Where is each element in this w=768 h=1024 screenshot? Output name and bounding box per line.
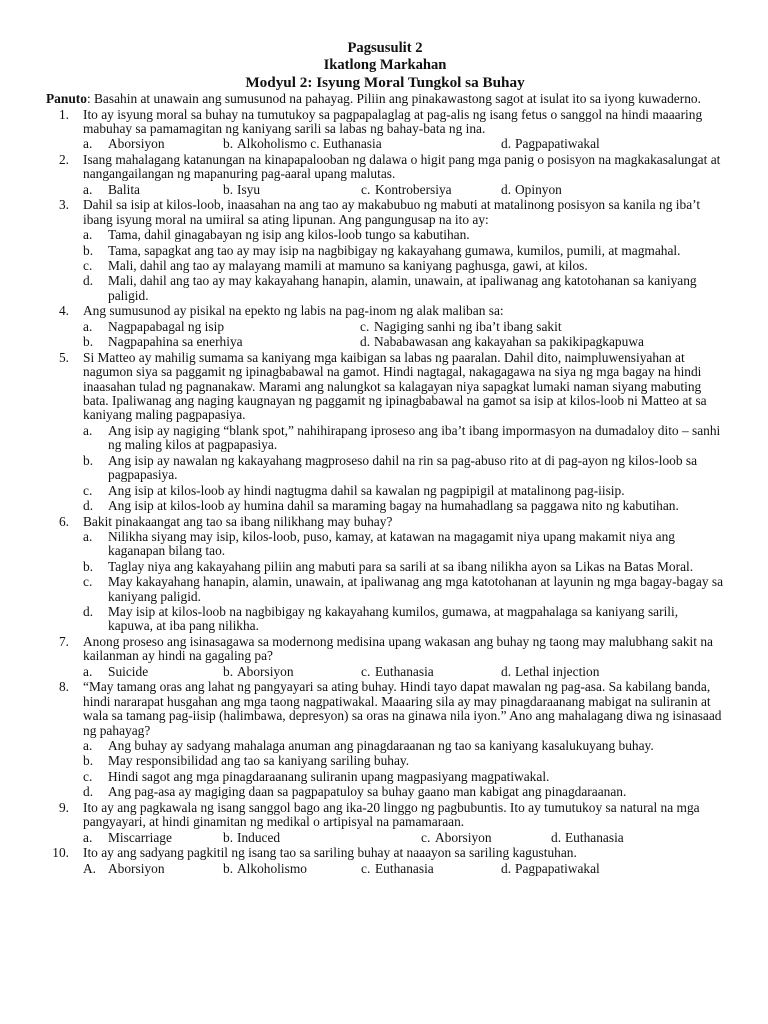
option-letter: c. <box>83 574 93 590</box>
option-text: Kontrobersiya <box>375 181 452 197</box>
option-c <box>83 770 726 784</box>
option-letter: d. <box>501 136 512 152</box>
option-text: Pagpapatiwakal <box>515 136 600 152</box>
option-text: Euthanasia <box>375 663 434 679</box>
question-2 <box>46 153 726 197</box>
question-number: 2. <box>58 152 69 167</box>
option-text: Hindi sagot ang mga pinagdaraanang suliranin upang magpasiyang magpatiwakal. <box>108 768 550 784</box>
option-letter: b. <box>83 558 94 574</box>
options-row <box>83 831 726 845</box>
option-letter: a. <box>83 181 93 197</box>
question-1 <box>46 108 726 152</box>
question-4 <box>46 304 726 349</box>
option-text: Opinyon <box>515 181 562 197</box>
question-text: Ito ay ang sadyang pagkitil ng isang tao sa sariling buhay at naaayon sa sariling kagustuhan. <box>83 845 577 861</box>
option-text: Isyu <box>237 181 261 197</box>
option-letter: c. <box>361 860 371 876</box>
option-text: Mali, dahil ang tao ay malayang mamili at mamuno sa kaniyang paghusga, gawi, at kilos. <box>108 258 588 274</box>
option-b <box>83 560 726 574</box>
option-letter: a. <box>83 227 93 243</box>
question-number: 9. <box>58 799 69 815</box>
option-letter: b. <box>223 860 234 876</box>
question-3 <box>46 198 726 303</box>
question-number: 4. <box>58 303 69 319</box>
question-text: Isang mahalagang katanungan na kinapapalooban ng dalawa o higit pang mga panig o posisyon na magkakasalungat at nangangailangan ng mapanuring pag-aaral upang malutas. <box>83 152 721 182</box>
question-10 <box>46 846 726 876</box>
question-9 <box>46 801 726 845</box>
instructions <box>46 92 726 106</box>
option-letter: d. <box>501 181 512 197</box>
option-text: Euthanasia <box>375 860 434 876</box>
option-text: Nagpapabagal ng isip <box>108 318 225 334</box>
question-text: Dahil sa isip at kilos-loob, inaasahan na ang tao ay makabubuo ng mabuti at matalinong posisyon sa kanila ng iba’t ibang isyung moral na umiiral sa ating lipunan. Ang pangungusap na ito ay: <box>83 197 701 227</box>
option-letter: d. <box>83 497 94 513</box>
option-a <box>83 228 726 242</box>
option-c <box>83 259 726 273</box>
option-letter: d. <box>501 860 512 876</box>
exam-header <box>44 40 726 91</box>
option-letter: c. <box>361 181 371 197</box>
option-text: Suicide <box>108 663 149 679</box>
instructions-text: : Basahin at unawain ang sumusunod na pahayag. Piliin ang pinakawastong sagot at isulat ito sa iyong kuwaderno. <box>86 91 701 106</box>
option-text: May responsibilidad ang tao sa kaniyang sariling buhay. <box>108 753 410 769</box>
option-text: Aborsiyon <box>108 136 165 152</box>
option-text: Nagpapahina sa enerhiya <box>108 334 243 350</box>
option-d <box>83 605 726 634</box>
option-letter: a. <box>83 422 93 438</box>
option-letter: b. <box>83 242 94 258</box>
option-text: Nababawasan ang kakayahan sa pakikipagkapuwa <box>374 334 644 350</box>
option-text: May kakayahang hanapin, alamin, unawain, at ipaliwanag ang mga katotohanan at layunin ng mga bagay-bagay sa kaniyang paligid. <box>108 574 724 604</box>
option-letter: a. <box>83 136 93 152</box>
option-text: Ang buhay ay sadyang mahalaga anuman ang pinagdaraanan ng tao sa kaniyang kasalukuyang buhay. <box>108 737 654 753</box>
option-text: Ang pag-asa ay magiging daan sa pagpapatuloy sa buhay gaano man kabigat ang pinagdaraanan. <box>108 784 627 800</box>
question-text: Si Matteo ay mahilig sumama sa kaniyang mga kaibigan sa labas ng paaralan. Dahil dito, naimpluwensiyahan at nagumon siya sa paggamit ng ipinagbabawal na gamot. Hindi nagtagal, nakagagawa na siya ng mga bagay na hindi inaasahan tulad ng pagnanakaw. Marami ang nalungkot sa kalagayan niya sapagkat lumaki naman siyang mabuting bata. Ipaliwanag ang naging kaugnayan ng paggamit ng ipinagbabawal na gamot sa isip at kilos-loob ni Matteo at sa kaniyang maling pagpapasiya. <box>83 349 707 423</box>
question-number: 10. <box>52 845 69 861</box>
option-letter: c. <box>83 258 93 274</box>
option-letter: b. <box>83 452 94 468</box>
question-text: “May tamang oras ang lahat ng pangyayari sa ating buhay. Hindi tayo dapat mawalan ng pag-asa. Sa kabilang banda, hindi nararapat husgahan ang mga taong nagpatiwakal. Maaaring sila ay may pinagdaraanang mabigat na suliranin at wala sa tamang pag-iisip (halimbawa, depresyon) sa oras na ginawa nila iyon.” Ano ang mahalagang diwa ng isinasaad ng pahayag? <box>83 679 722 738</box>
option-text: Ang isip at kilos-loob ay humina dahil sa maraming bagay na humahadlang sa paggawa nito ng kabutihan. <box>108 497 679 513</box>
option-b <box>83 754 726 768</box>
option-letter: c. <box>83 768 93 784</box>
option-letter: a. <box>83 737 93 753</box>
option-text: Mali, dahil ang tao ay may kakayahang hanapin, alamin, unawain, at ipaliwanag ang katotohanan sa kaniyang paligid. <box>108 273 697 303</box>
exam-title: Pagsusulit 2 <box>347 40 423 56</box>
option-letter: c. <box>83 482 93 498</box>
option-text: Nilikha siyang may isip, kilos-loob, puso, kamay, at katawan na magagamit niya upang makamit niya ang kaganapan bilang tao. <box>108 528 675 559</box>
question-number: 1. <box>58 106 69 122</box>
question-number: 5. <box>58 349 69 365</box>
question-6 <box>46 515 726 634</box>
instructions-label: Panuto <box>46 91 87 106</box>
question-number: 7. <box>58 633 69 649</box>
option-b <box>83 244 726 258</box>
option-letter: d. <box>83 784 94 800</box>
options-row <box>83 137 726 151</box>
option-b <box>83 454 726 483</box>
quarter-title: Ikatlong Markahan <box>323 57 447 73</box>
option-letter: c. <box>421 829 431 845</box>
option-letter: b. <box>223 181 234 197</box>
option-c <box>83 575 726 604</box>
question-number: 3. <box>58 197 69 213</box>
question-5 <box>46 351 726 513</box>
option-text: Alkoholismo <box>237 860 307 876</box>
option-letter: d. <box>83 273 94 289</box>
option-d <box>83 785 726 799</box>
option-text: Nagiging sanhi ng iba’t ibang sakit <box>374 318 562 334</box>
question-number: 6. <box>58 513 69 529</box>
option-letter: a. <box>83 829 93 845</box>
option-text: Pagpapatiwakal <box>515 860 600 876</box>
option-text: Taglay niya ang kakayahang piliin ang mabuti para sa sarili at sa ibang nilikha ayon sa Likas na Batas Moral. <box>108 558 694 574</box>
question-7 <box>46 635 726 679</box>
question-text: Ang sumusunod ay pisikal na epekto ng labis na pag-inom ng alak maliban sa: <box>83 303 504 319</box>
option-text: May isip at kilos-loob na nagbibigay ng kakayahang kumilos, gumawa, at magpahalaga sa kaniyang sarili, kapuwa, at iba pang nilikha. <box>108 603 679 634</box>
option-letter: b. <box>223 663 234 679</box>
options-row <box>83 183 726 197</box>
option-text: Ang isip ay nawalan ng kakayahang magproseso dahil na rin sa pag-abuso rito at di pag-ayon ng kilos-loob sa pagpapasiya. <box>108 452 698 483</box>
option-c <box>83 484 726 498</box>
option-text: Ang isip at kilos-loob ay hindi nagtugma dahil sa kawalan ng pagpipigil at matalinong pag-iisip. <box>108 482 625 498</box>
option-letter: d. <box>360 334 371 350</box>
option-letter: c. <box>361 663 371 679</box>
options-row <box>83 320 726 334</box>
option-letter: c. <box>360 318 370 334</box>
option-letter: b. <box>223 829 234 845</box>
option-text: Ang isip ay nagiging “blank spot,” nahihirapang iproseso ang iba’t ibang impormasyon na dumadaloy dito – sanhi ng maling kilos at pagpapasiya. <box>108 422 721 453</box>
option-d <box>83 274 726 303</box>
options-row <box>83 335 726 349</box>
question-text: Anong proseso ang isinasagawa sa modernong medisina upang wakasan ang buhay ng taong may malubhang sakit na kailanman ay hindi na gagaling pa? <box>83 633 713 664</box>
option-text: Induced <box>237 829 281 845</box>
option-letter: d. <box>83 603 94 619</box>
option-text: Balita <box>108 181 140 197</box>
option-d <box>83 499 726 513</box>
question-text: Ito ay ang pagkawala ng isang sanggol bago ang ika-20 linggo ng pagbubuntis. Ito ay tumutukoy sa natural na mga pangyayari, at hindi ginamitan ng medikal o artipisyal na pamamaraan. <box>83 799 700 830</box>
option-letter: b. <box>223 136 234 152</box>
question-text: Bakit pinakaangat ang tao sa ibang nilikhang may buhay? <box>83 513 393 529</box>
options-row <box>83 665 726 679</box>
option-letter: a. <box>83 528 93 544</box>
exam-page <box>46 40 726 876</box>
question-8 <box>46 680 726 799</box>
options-row <box>83 862 726 876</box>
option-text: Lethal injection <box>515 663 600 679</box>
option-letter: d. <box>501 663 512 679</box>
question-number: 8. <box>58 679 69 695</box>
option-letter: b. <box>83 334 94 350</box>
option-a <box>83 530 726 559</box>
option-text: Aborsiyon <box>435 829 492 845</box>
question-text: Ito ay isyung moral sa buhay na tumutukoy sa pagpapalaglag at pag-alis ng isang fetus o sanggol na hindi maaaring mabuhay sa pamamagitan ng kaniyang sarili sa labas ng bahay-bata ng ina. <box>83 106 703 136</box>
option-text: Euthanasia <box>565 829 624 845</box>
option-letter: a. <box>83 663 93 679</box>
option-text: Tama, sapagkat ang tao ay may isip na nagbibigay ng kakayahang gumawa, kumilos, pumili, at magmahal. <box>108 242 681 258</box>
option-a <box>83 739 726 753</box>
option-letter: b. <box>83 753 94 769</box>
option-text: Tama, dahil ginagabayan ng isip ang kilos-loob tungo sa kabutihan. <box>108 227 470 243</box>
option-letter: A. <box>83 860 97 876</box>
option-letter: d. <box>551 829 562 845</box>
option-text: Aborsiyon <box>108 860 165 876</box>
module-title: Modyul 2: Isyung Moral Tungkol sa Buhay <box>245 74 525 91</box>
option-text: Aborsiyon <box>237 663 294 679</box>
option-letter: a. <box>83 318 93 334</box>
option-a <box>83 424 726 453</box>
option-text: Miscarriage <box>108 829 172 845</box>
option-text: Alkoholismo c. Euthanasia <box>237 136 382 152</box>
